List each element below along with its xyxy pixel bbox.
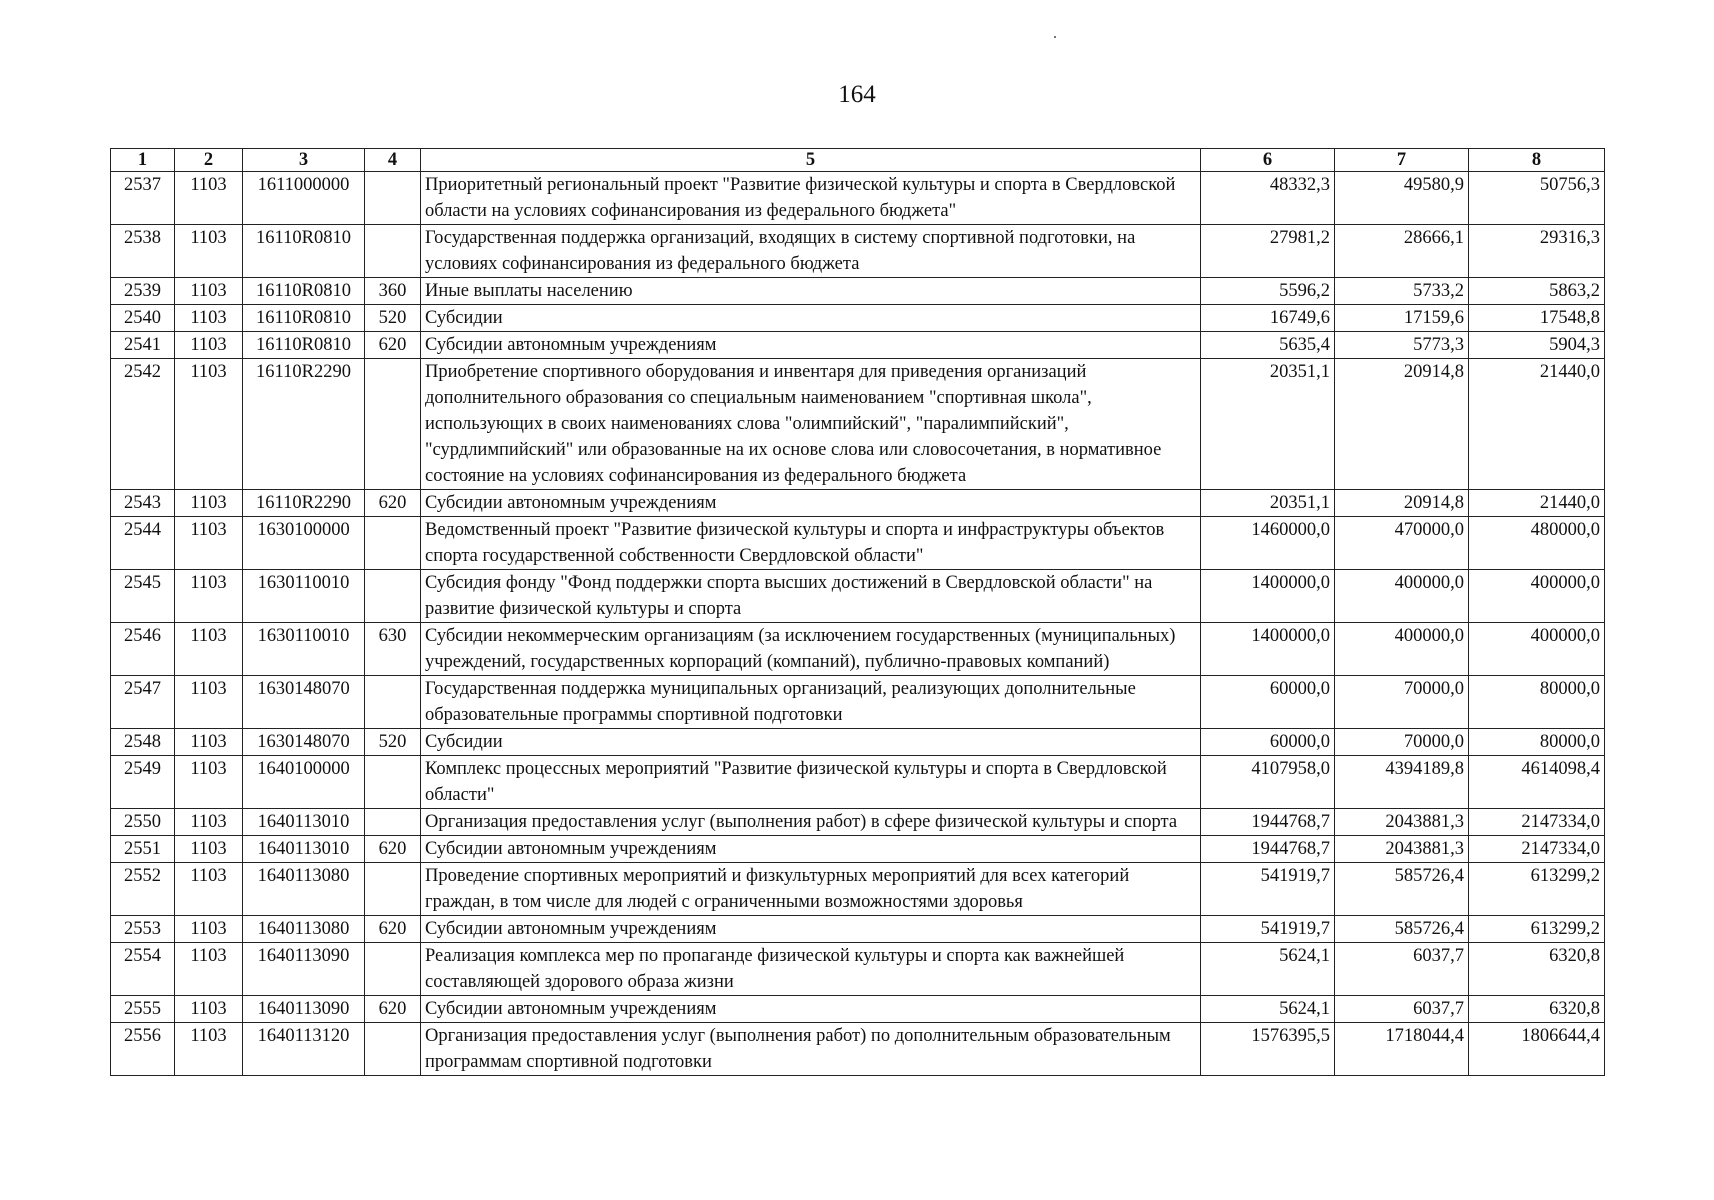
row-number-cell: 2547 (111, 676, 175, 729)
row-number-cell: 2544 (111, 517, 175, 570)
table-row (111, 676, 1605, 729)
section-code-cell: 1103 (175, 809, 243, 836)
header-col-3: 3 (243, 149, 365, 172)
amount-col6-cell: 20351,1 (1201, 359, 1335, 490)
row-number-cell: 2539 (111, 278, 175, 305)
amount-col7-cell: 20914,8 (1335, 359, 1469, 490)
table-row (111, 943, 1605, 996)
scan-speck (1054, 36, 1056, 38)
row-number-cell: 2546 (111, 623, 175, 676)
section-code-cell: 1103 (175, 1023, 243, 1076)
amount-col7-cell: 2043881,3 (1335, 836, 1469, 863)
amount-col6-cell: 27981,2 (1201, 225, 1335, 278)
item-name-cell: Ведомственный проект "Развитие физической культуры и спорта и инфраструктуры объектов спорта государственной собственности Свердловской области" (421, 517, 1201, 570)
row-number-cell: 2545 (111, 570, 175, 623)
row-number-cell: 2553 (111, 916, 175, 943)
amount-col6-cell: 4107958,0 (1201, 756, 1335, 809)
amount-col6-cell: 5624,1 (1201, 996, 1335, 1023)
item-name-cell: Субсидии автономным учреждениям (421, 836, 1201, 863)
amount-col7-cell: 6037,7 (1335, 996, 1469, 1023)
section-code-cell: 1103 (175, 225, 243, 278)
item-name-cell: Субсидии автономным учреждениям (421, 996, 1201, 1023)
row-number-cell: 2554 (111, 943, 175, 996)
expense-type-cell (365, 809, 421, 836)
expense-type-cell (365, 172, 421, 225)
table-row (111, 225, 1605, 278)
amount-col8-cell: 80000,0 (1469, 729, 1605, 756)
amount-col7-cell: 17159,6 (1335, 305, 1469, 332)
amount-col7-cell: 2043881,3 (1335, 809, 1469, 836)
section-code-cell: 1103 (175, 863, 243, 916)
expense-type-cell (365, 570, 421, 623)
target-article-cell: 1640113080 (243, 863, 365, 916)
row-number-cell: 2538 (111, 225, 175, 278)
target-article-cell: 1640113120 (243, 1023, 365, 1076)
amount-col8-cell: 400000,0 (1469, 623, 1605, 676)
row-number-cell: 2543 (111, 490, 175, 517)
item-name-cell: Субсидии (421, 729, 1201, 756)
table-row (111, 278, 1605, 305)
amount-col8-cell: 480000,0 (1469, 517, 1605, 570)
row-number-cell: 2549 (111, 756, 175, 809)
section-code-cell: 1103 (175, 729, 243, 756)
table-row (111, 623, 1605, 676)
section-code-cell: 1103 (175, 756, 243, 809)
section-code-cell: 1103 (175, 570, 243, 623)
expense-type-cell (365, 225, 421, 278)
amount-col8-cell: 6320,8 (1469, 943, 1605, 996)
target-article-cell: 16110R0810 (243, 278, 365, 305)
table-row (111, 570, 1605, 623)
amount-col6-cell: 16749,6 (1201, 305, 1335, 332)
expense-type-cell: 360 (365, 278, 421, 305)
section-code-cell: 1103 (175, 332, 243, 359)
table-row (111, 172, 1605, 225)
amount-col6-cell: 1400000,0 (1201, 623, 1335, 676)
table-header-row (111, 149, 1605, 172)
amount-col8-cell: 1806644,4 (1469, 1023, 1605, 1076)
amount-col7-cell: 20914,8 (1335, 490, 1469, 517)
item-name-cell: Организация предоставления услуг (выполнения работ) по дополнительным образовательным программам спортивной подготовки (421, 1023, 1201, 1076)
target-article-cell: 1630110010 (243, 570, 365, 623)
expense-type-cell (365, 1023, 421, 1076)
table-body (111, 172, 1605, 1076)
expense-type-cell (365, 517, 421, 570)
expense-type-cell: 620 (365, 916, 421, 943)
header-col-7: 7 (1335, 149, 1469, 172)
amount-col7-cell: 1718044,4 (1335, 1023, 1469, 1076)
section-code-cell: 1103 (175, 359, 243, 490)
amount-col7-cell: 4394189,8 (1335, 756, 1469, 809)
amount-col8-cell: 50756,3 (1469, 172, 1605, 225)
table-row (111, 836, 1605, 863)
amount-col6-cell: 48332,3 (1201, 172, 1335, 225)
item-name-cell: Субсидии (421, 305, 1201, 332)
expense-type-cell (365, 943, 421, 996)
table-row (111, 490, 1605, 517)
header-col-1: 1 (111, 149, 175, 172)
amount-col6-cell: 1460000,0 (1201, 517, 1335, 570)
amount-col7-cell: 70000,0 (1335, 729, 1469, 756)
section-code-cell: 1103 (175, 172, 243, 225)
amount-col6-cell: 541919,7 (1201, 916, 1335, 943)
item-name-cell: Субсидии автономным учреждениям (421, 916, 1201, 943)
amount-col7-cell: 5773,3 (1335, 332, 1469, 359)
row-number-cell: 2550 (111, 809, 175, 836)
item-name-cell: Субсидии автономным учреждениям (421, 490, 1201, 517)
amount-col8-cell: 21440,0 (1469, 490, 1605, 517)
item-name-cell: Государственная поддержка муниципальных организаций, реализующих дополнительные образовательные программы спортивной подготовки (421, 676, 1201, 729)
target-article-cell: 1611000000 (243, 172, 365, 225)
amount-col8-cell: 5904,3 (1469, 332, 1605, 359)
amount-col6-cell: 60000,0 (1201, 729, 1335, 756)
row-number-cell: 2548 (111, 729, 175, 756)
amount-col6-cell: 5635,4 (1201, 332, 1335, 359)
target-article-cell: 1630100000 (243, 517, 365, 570)
row-number-cell: 2542 (111, 359, 175, 490)
item-name-cell: Проведение спортивных мероприятий и физкультурных мероприятий для всех категорий граждан, в том числе для людей с ограниченными возможностями здоровья (421, 863, 1201, 916)
amount-col8-cell: 21440,0 (1469, 359, 1605, 490)
item-name-cell: Государственная поддержка организаций, входящих в систему спортивной подготовки, на условиях софинансирования из федерального бюджета (421, 225, 1201, 278)
expense-type-cell (365, 756, 421, 809)
amount-col8-cell: 2147334,0 (1469, 836, 1605, 863)
amount-col6-cell: 1400000,0 (1201, 570, 1335, 623)
header-col-8: 8 (1469, 149, 1605, 172)
amount-col8-cell: 400000,0 (1469, 570, 1605, 623)
item-name-cell: Субсидии некоммерческим организациям (за исключением государственных (муниципальных) учреждений, государственных корпораций (компаний), публично-правовых компаний) (421, 623, 1201, 676)
amount-col6-cell: 60000,0 (1201, 676, 1335, 729)
header-col-4: 4 (365, 149, 421, 172)
amount-col7-cell: 49580,9 (1335, 172, 1469, 225)
target-article-cell: 1640113010 (243, 836, 365, 863)
row-number-cell: 2541 (111, 332, 175, 359)
expense-type-cell (365, 863, 421, 916)
item-name-cell: Реализация комплекса мер по пропаганде физической культуры и спорта как важнейшей составляющей здорового образа жизни (421, 943, 1201, 996)
section-code-cell: 1103 (175, 996, 243, 1023)
header-col-2: 2 (175, 149, 243, 172)
table-row (111, 332, 1605, 359)
section-code-cell: 1103 (175, 943, 243, 996)
target-article-cell: 16110R0810 (243, 332, 365, 359)
expense-type-cell (365, 676, 421, 729)
amount-col7-cell: 6037,7 (1335, 943, 1469, 996)
row-number-cell: 2552 (111, 863, 175, 916)
section-code-cell: 1103 (175, 305, 243, 332)
target-article-cell: 16110R0810 (243, 225, 365, 278)
target-article-cell: 16110R2290 (243, 490, 365, 517)
table-row (111, 916, 1605, 943)
amount-col6-cell: 1576395,5 (1201, 1023, 1335, 1076)
target-article-cell: 1640113090 (243, 996, 365, 1023)
table-row (111, 756, 1605, 809)
amount-col8-cell: 4614098,4 (1469, 756, 1605, 809)
amount-col7-cell: 585726,4 (1335, 916, 1469, 943)
amount-col8-cell: 613299,2 (1469, 863, 1605, 916)
section-code-cell: 1103 (175, 278, 243, 305)
row-number-cell: 2551 (111, 836, 175, 863)
item-name-cell: Организация предоставления услуг (выполнения работ) в сфере физической культуры и спорта (421, 809, 1201, 836)
expense-type-cell: 520 (365, 729, 421, 756)
table-row (111, 729, 1605, 756)
target-article-cell: 1640113090 (243, 943, 365, 996)
amount-col6-cell: 541919,7 (1201, 863, 1335, 916)
item-name-cell: Субсидии автономным учреждениям (421, 332, 1201, 359)
amount-col6-cell: 20351,1 (1201, 490, 1335, 517)
target-article-cell: 16110R2290 (243, 359, 365, 490)
row-number-cell: 2540 (111, 305, 175, 332)
amount-col7-cell: 5733,2 (1335, 278, 1469, 305)
row-number-cell: 2537 (111, 172, 175, 225)
table-row (111, 1023, 1605, 1076)
page-number: 164 (838, 81, 876, 108)
target-article-cell: 1630148070 (243, 729, 365, 756)
amount-col7-cell: 470000,0 (1335, 517, 1469, 570)
amount-col6-cell: 5596,2 (1201, 278, 1335, 305)
amount-col8-cell: 5863,2 (1469, 278, 1605, 305)
expense-type-cell: 620 (365, 490, 421, 517)
target-article-cell: 1640113010 (243, 809, 365, 836)
section-code-cell: 1103 (175, 623, 243, 676)
amount-col8-cell: 2147334,0 (1469, 809, 1605, 836)
row-number-cell: 2555 (111, 996, 175, 1023)
section-code-cell: 1103 (175, 676, 243, 729)
section-code-cell: 1103 (175, 517, 243, 570)
target-article-cell: 16110R0810 (243, 305, 365, 332)
target-article-cell: 1640113080 (243, 916, 365, 943)
amount-col8-cell: 613299,2 (1469, 916, 1605, 943)
amount-col7-cell: 400000,0 (1335, 623, 1469, 676)
amount-col8-cell: 29316,3 (1469, 225, 1605, 278)
table-row (111, 863, 1605, 916)
amount-col8-cell: 17548,8 (1469, 305, 1605, 332)
expense-type-cell: 620 (365, 332, 421, 359)
amount-col6-cell: 1944768,7 (1201, 809, 1335, 836)
table-row (111, 996, 1605, 1023)
section-code-cell: 1103 (175, 916, 243, 943)
header-col-5: 5 (421, 149, 1201, 172)
target-article-cell: 1630110010 (243, 623, 365, 676)
table-row (111, 809, 1605, 836)
amount-col7-cell: 70000,0 (1335, 676, 1469, 729)
target-article-cell: 1630148070 (243, 676, 365, 729)
target-article-cell: 1640100000 (243, 756, 365, 809)
amount-col8-cell: 80000,0 (1469, 676, 1605, 729)
row-number-cell: 2556 (111, 1023, 175, 1076)
item-name-cell: Иные выплаты населению (421, 278, 1201, 305)
header-col-6: 6 (1201, 149, 1335, 172)
budget-table (110, 148, 1605, 1076)
expense-type-cell (365, 359, 421, 490)
amount-col7-cell: 400000,0 (1335, 570, 1469, 623)
amount-col7-cell: 585726,4 (1335, 863, 1469, 916)
amount-col6-cell: 5624,1 (1201, 943, 1335, 996)
expense-type-cell: 520 (365, 305, 421, 332)
expense-type-cell: 620 (365, 996, 421, 1023)
section-code-cell: 1103 (175, 490, 243, 517)
section-code-cell: 1103 (175, 836, 243, 863)
expense-type-cell: 620 (365, 836, 421, 863)
amount-col8-cell: 6320,8 (1469, 996, 1605, 1023)
table-row (111, 359, 1605, 490)
item-name-cell: Субсидия фонду "Фонд поддержки спорта высших достижений в Свердловской области" на развитие физической культуры и спорта (421, 570, 1201, 623)
item-name-cell: Комплекс процессных мероприятий "Развитие физической культуры и спорта в Свердловской области" (421, 756, 1201, 809)
table-row (111, 305, 1605, 332)
amount-col7-cell: 28666,1 (1335, 225, 1469, 278)
item-name-cell: Приоритетный региональный проект "Развитие физической культуры и спорта в Свердловской области на условиях софинансирования из федерального бюджета" (421, 172, 1201, 225)
amount-col6-cell: 1944768,7 (1201, 836, 1335, 863)
table-row (111, 517, 1605, 570)
expense-type-cell: 630 (365, 623, 421, 676)
item-name-cell: Приобретение спортивного оборудования и инвентаря для приведения организаций дополнительного образования со специальным наименованием "спортивная школа", использующих в своих наименованиях слова "олимпийский", "паралимпийский", "сурдлимпийский" или образованные на их основе слова или словосочетания, в нормативное состояние на условиях софинансирования из федерального бюджета (421, 359, 1201, 490)
